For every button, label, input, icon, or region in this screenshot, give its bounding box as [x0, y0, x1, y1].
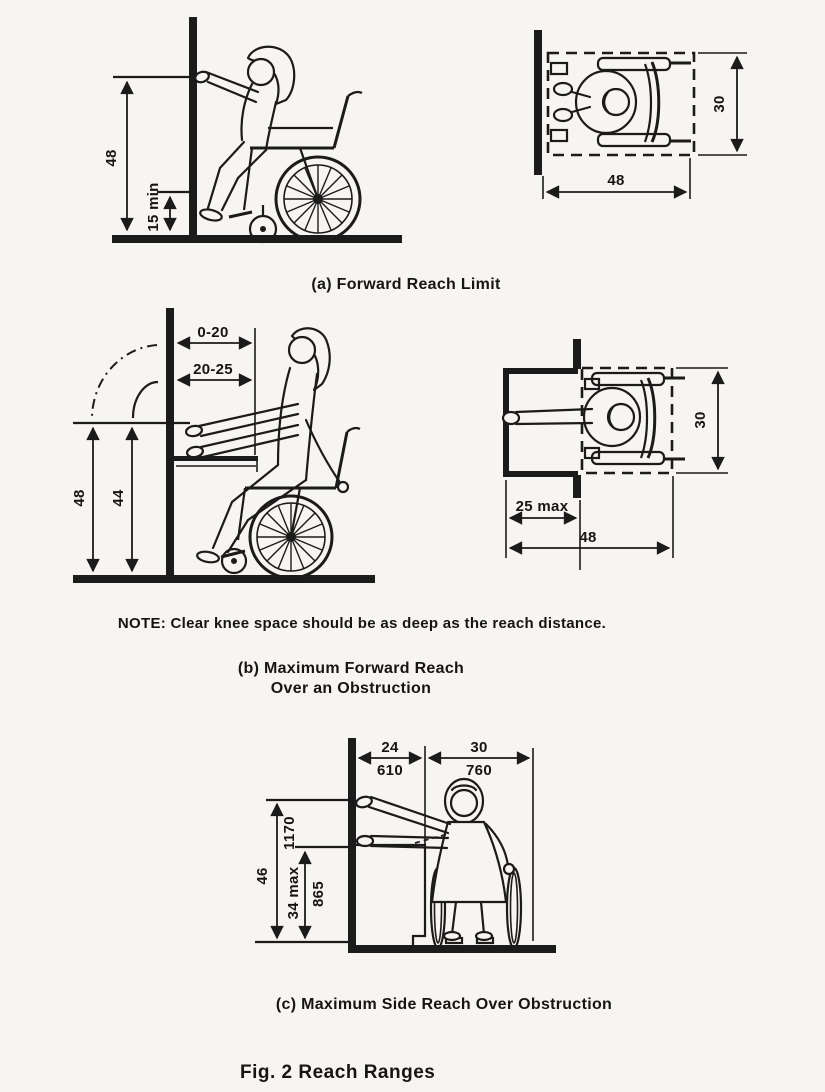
dim-label-48: 48 [607, 172, 625, 189]
dim-b-low [110, 428, 132, 571]
panel-a-side-view [103, 17, 402, 243]
reach-arc-solid [133, 382, 158, 418]
dim-b-deep [178, 361, 251, 380]
dim-label-34max: 34 max [285, 866, 302, 920]
dim-c-clear-width [429, 739, 529, 779]
dim-b-total-depth [510, 476, 673, 558]
dim-b-width [676, 368, 728, 473]
obstruction-counter [356, 845, 425, 945]
panel-c-front-view [254, 738, 556, 953]
dim-a-clearance [145, 182, 189, 231]
dim-label-44: 44 [110, 489, 127, 507]
dim-label-610: 610 [377, 762, 403, 779]
panel-b-plan-view [503, 339, 728, 570]
caption-panel-c: (c) Maximum Side Reach Over Obstruction [275, 996, 613, 1013]
dim-label-15min: 15 min [145, 182, 162, 232]
dim-label-48: 48 [71, 489, 88, 507]
dim-label-760: 760 [466, 762, 492, 779]
caption-panel-a: (a) Forward Reach Limit [311, 276, 501, 293]
dim-label-30: 30 [692, 411, 709, 429]
dim-label-0-20: 0-20 [197, 324, 229, 341]
dim-c-obstruction-height [285, 847, 348, 938]
dim-label-48: 48 [579, 529, 597, 546]
wall [534, 30, 542, 175]
reach-arc-dashed [92, 345, 157, 418]
dim-a-width [698, 53, 747, 155]
wall [189, 17, 197, 243]
caption-panel-b-line2: Over an Obstruction [270, 680, 432, 697]
wheelchair-top-illustration [503, 373, 685, 464]
dim-label-20-25: 20-25 [193, 361, 233, 378]
dim-label-30: 30 [711, 95, 728, 113]
wall [166, 308, 174, 583]
floor [112, 235, 402, 243]
dim-b-obstruction-depth [506, 480, 580, 570]
wheelchair-top-illustration [551, 58, 691, 146]
floor [73, 575, 375, 583]
dim-label-1170: 1170 [281, 816, 298, 850]
dim-label-24: 24 [381, 739, 399, 756]
caption-panel-b-line1: (b) Maximum Forward Reach [237, 660, 465, 677]
figure-title: Fig. 2 Reach Ranges [240, 1062, 436, 1083]
dim-a-depth [543, 158, 690, 199]
wheelchair-person-front-illustration [355, 779, 521, 948]
floor [348, 945, 556, 953]
dim-b-shallow [178, 324, 251, 343]
wall-upper [573, 339, 581, 369]
table-obstruction [174, 456, 258, 472]
wall-lower [573, 475, 581, 498]
dim-label-30: 30 [470, 739, 488, 756]
dim-label-25max: 25 max [515, 498, 569, 515]
note-knee-space: NOTE: Clear knee space should be as deep as the reach distance. [117, 615, 607, 632]
dim-label-865: 865 [310, 881, 327, 907]
dim-label-46: 46 [254, 867, 271, 885]
wheelchair-person-side-illustration [194, 47, 362, 242]
dim-label-48: 48 [103, 149, 120, 167]
dim-c-obstruction-depth [359, 739, 421, 779]
wall [348, 738, 356, 952]
panel-b-side-view [71, 308, 375, 583]
panel-a-plan-view [534, 30, 747, 199]
